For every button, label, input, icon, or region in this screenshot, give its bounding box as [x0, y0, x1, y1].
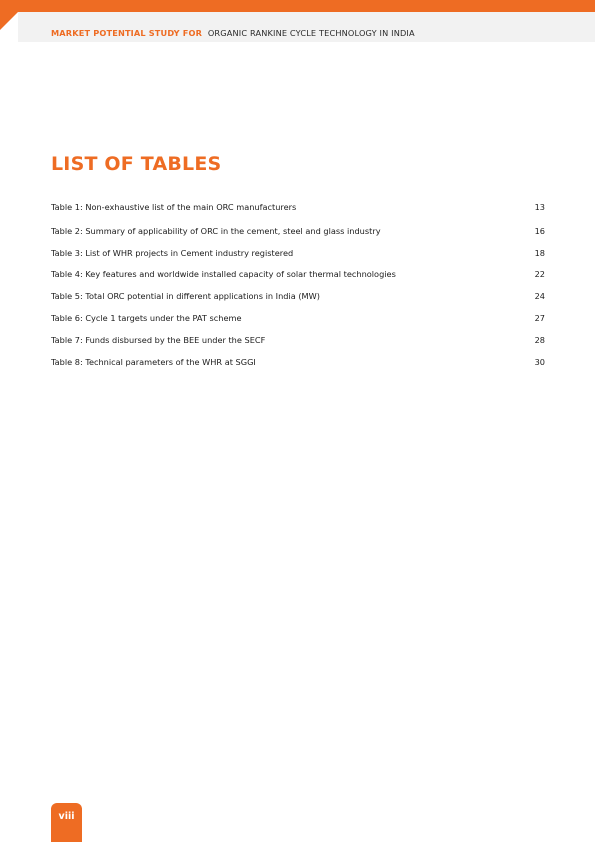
- table-list-entry[interactable]: [51, 311, 545, 325]
- entry-title: Table 1: Non-exhaustive list of the main ORC manufacturers: [51, 202, 297, 212]
- top-accent-bar: [0, 0, 595, 12]
- running-header-accent: MARKET POTENTIAL STUDY FOR: [51, 28, 203, 38]
- entry-title: Table 5: Total ORC potential in different applications in India (MW): [51, 291, 320, 301]
- running-header-title: ORGANIC RANKINE CYCLE TECHNOLOGY IN INDIA: [207, 28, 415, 38]
- entry-page-number: 27: [534, 313, 545, 323]
- table-list-entry[interactable]: [51, 224, 545, 238]
- entry-page-number: 30: [534, 357, 545, 367]
- table-list-entry[interactable]: [51, 267, 545, 281]
- entry-page-number: 13: [534, 202, 545, 212]
- page-title: LIST OF TABLES: [51, 153, 222, 175]
- entry-title: Table 2: Summary of applicability of ORC in the cement, steel and glass industry: [51, 226, 381, 236]
- entry-page-number: 18: [534, 248, 545, 258]
- entry-title: Table 3: List of WHR projects in Cement industry registered: [51, 248, 294, 258]
- entry-title: Table 8: Technical parameters of the WHR at SGGI: [51, 357, 256, 367]
- table-list-entry[interactable]: [51, 355, 545, 369]
- table-list-entry[interactable]: [51, 200, 545, 214]
- entry-page-number: 28: [534, 335, 545, 345]
- entry-title: Table 4: Key features and worldwide installed capacity of solar thermal technologies: [51, 269, 396, 279]
- table-list-entry[interactable]: [51, 246, 545, 260]
- table-list-entry[interactable]: [51, 333, 545, 347]
- corner-tab-decoration: [0, 0, 18, 30]
- entry-page-number: 24: [534, 291, 545, 301]
- table-list-entry[interactable]: [51, 289, 545, 303]
- entry-page-number: 22: [534, 269, 545, 279]
- page-number-badge: viii: [51, 803, 82, 842]
- running-header: [51, 28, 415, 38]
- entry-page-number: 16: [534, 226, 545, 236]
- entry-title: Table 6: Cycle 1 targets under the PAT scheme: [51, 313, 242, 323]
- entry-title: Table 7: Funds disbursed by the BEE under the SECF: [51, 335, 266, 345]
